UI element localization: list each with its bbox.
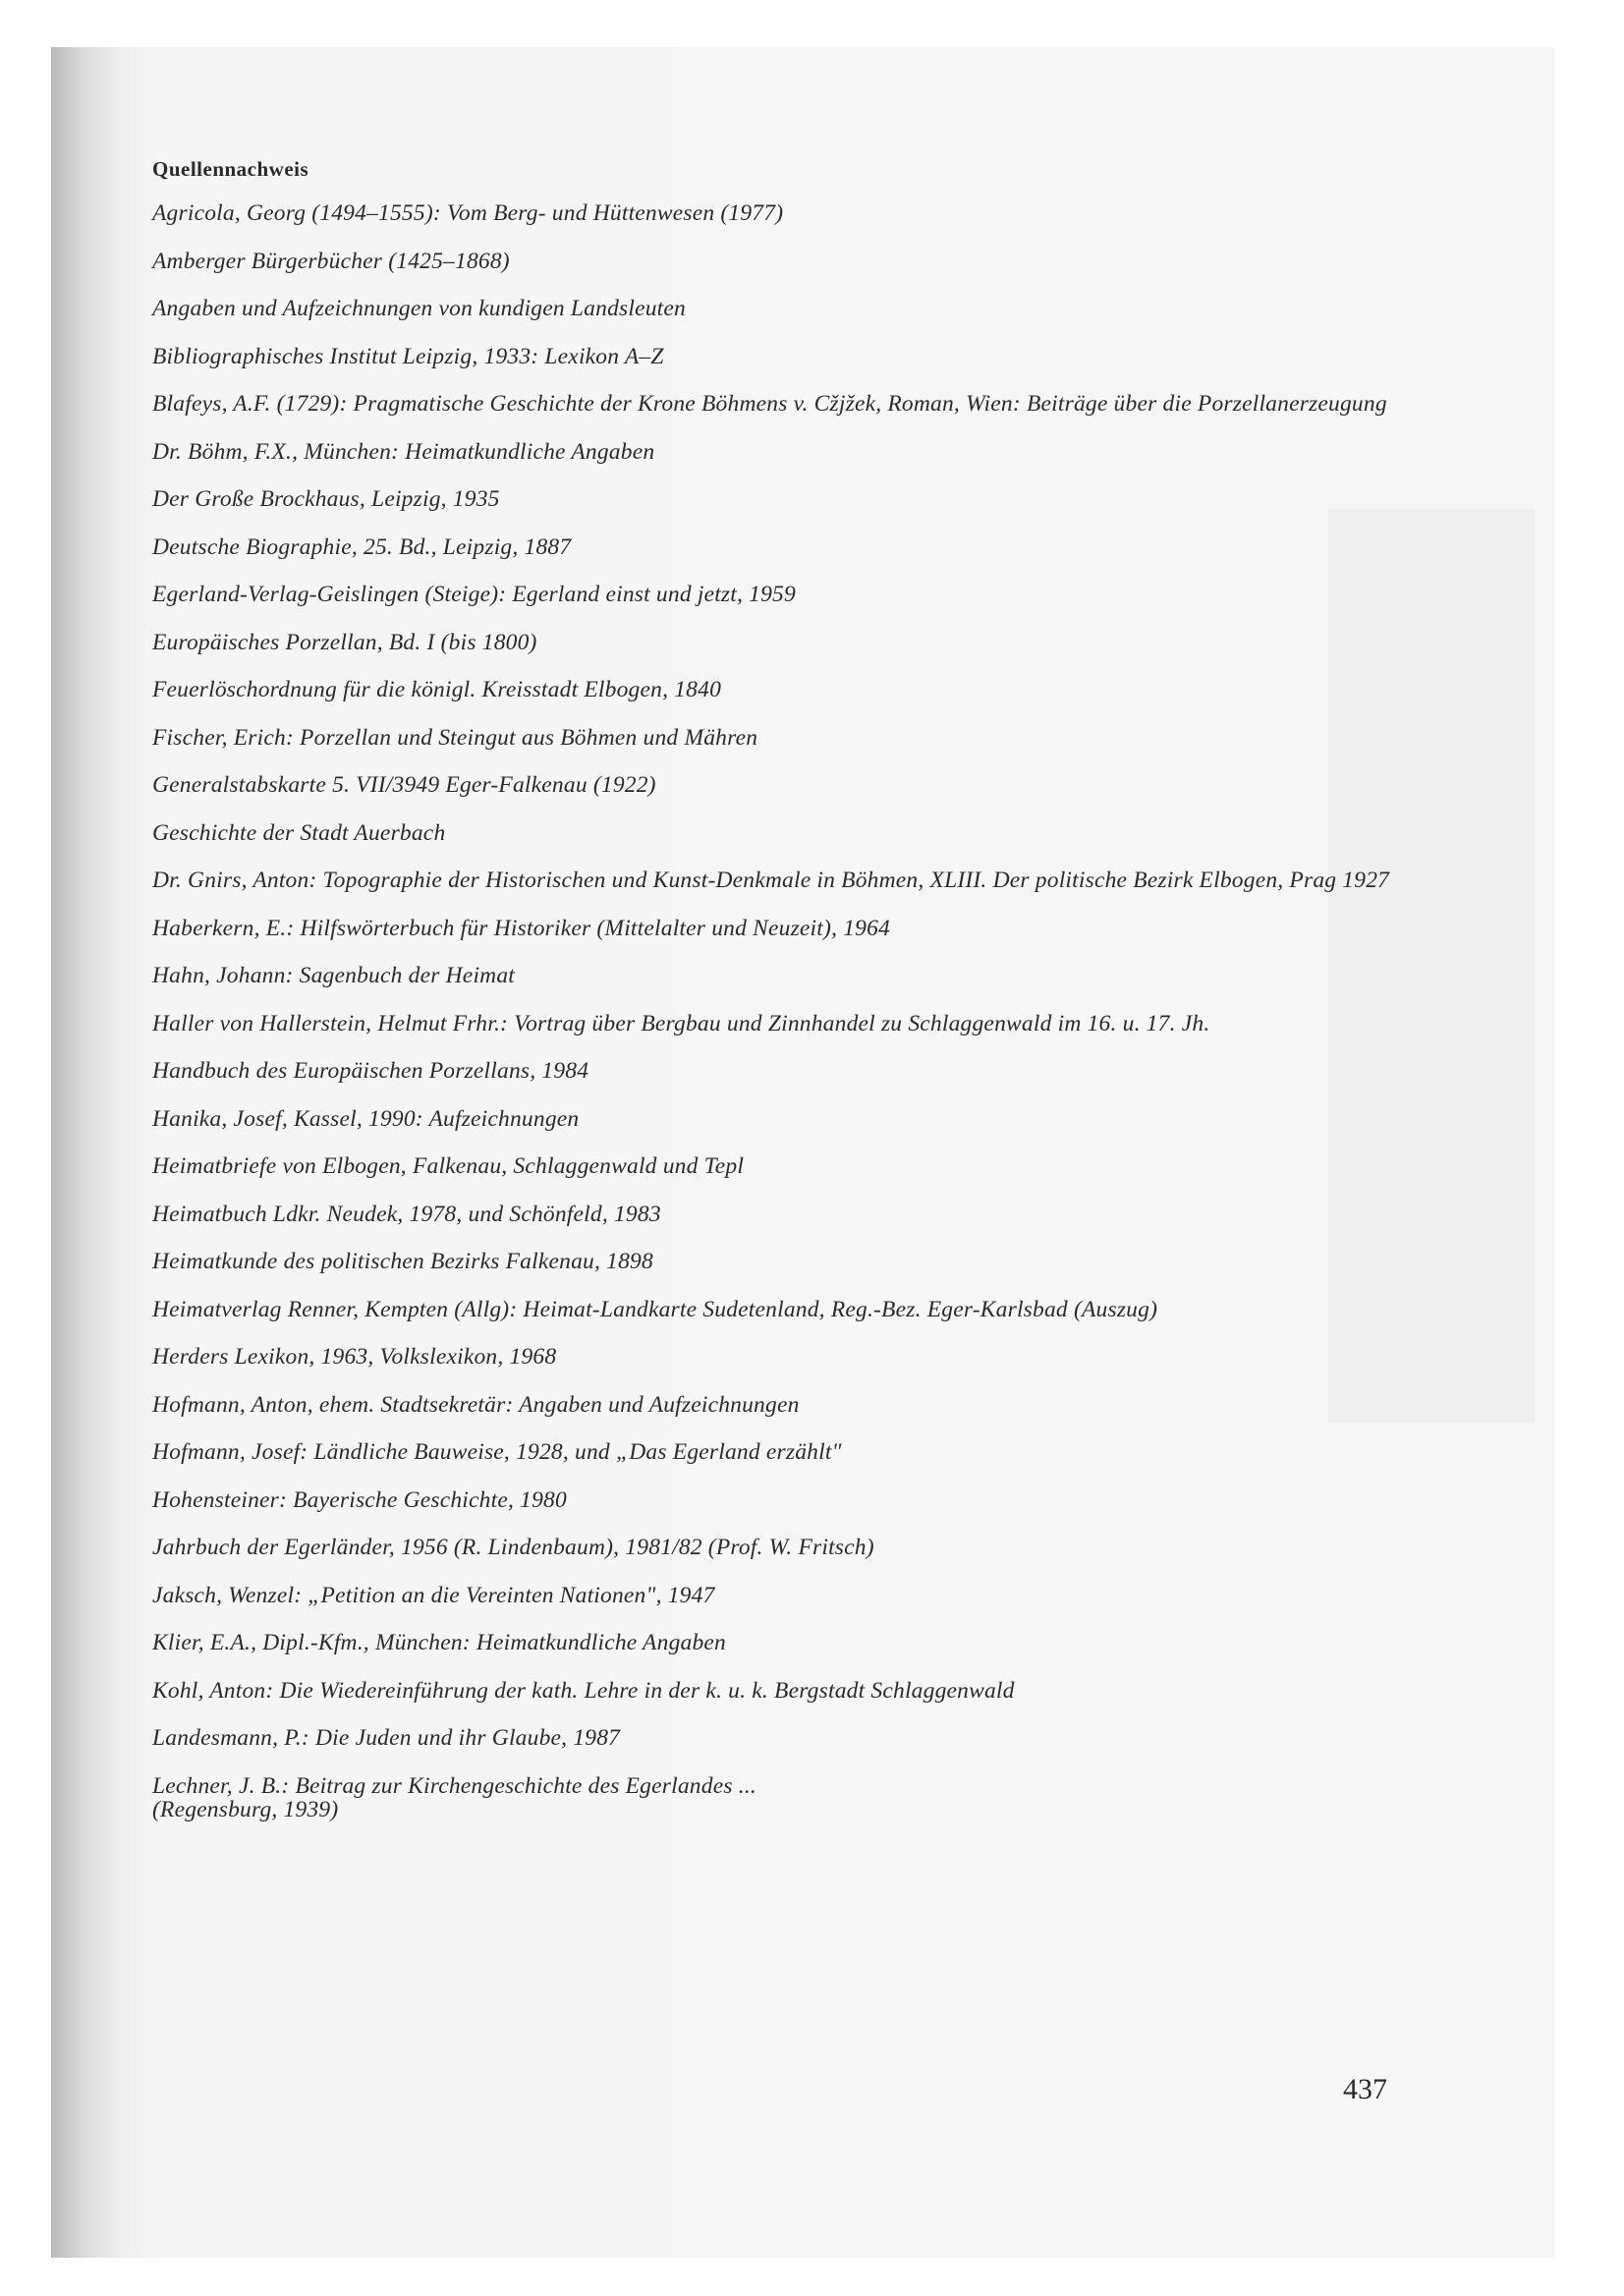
reference-entry: Hohensteiner: Bayerische Geschichte, 1980 [152,1486,567,1513]
reference-entry: Bibliographisches Institut Leipzig, 1933: Lexikon A–Z [152,343,664,369]
reference-entry: Jaksch, Wenzel: „Petition an die Vereinten Nationen", 1947 [152,1582,715,1608]
reference-entry: Der Große Brockhaus, Leipzig, 1935 [152,486,500,512]
page-number: 437 [1343,2073,1387,2105]
reference-entry: Dr. Böhm, F.X., München: Heimatkundliche Angaben [152,438,655,465]
reference-list [152,201,1420,1821]
reference-entry: Europäisches Porzellan, Bd. I (bis 1800) [152,629,537,655]
reference-entry: Hofmann, Anton, ehem. Stadtsekretär: Angaben und Aufzeichnungen [152,1391,800,1418]
reference-entry: Kohl, Anton: Die Wiedereinführung der kath. Lehre in der k. u. k. Bergstadt Schlaggenwald [152,1677,1015,1704]
reference-entry: Angaben und Aufzeichnungen von kundigen Landsleuten [152,296,686,321]
bibliography-section [152,157,1420,1845]
reference-entry: Hanika, Josef, Kassel, 1990: Aufzeichnungen [152,1105,580,1132]
reference-entry: Geschichte der Stadt Auerbach [152,819,446,846]
reference-entry: Feuerlöschordnung für die königl. Kreisstadt Elbogen, 1840 [152,677,722,702]
reference-entry: Deutsche Biographie, 25. Bd., Leipzig, 1887 [152,533,572,560]
reference-entry: Heimatbriefe von Elbogen, Falkenau, Schlaggenwald und Tepl [152,1153,745,1179]
reference-entry: Landesmann, P.: Die Juden und ihr Glaube, 1987 [152,1725,621,1751]
reference-entry: Klier, E.A., Dipl.-Kfm., München: Heimatkundliche Angaben [152,1630,726,1655]
reference-entry: Amberger Bürgerbücher (1425–1868) [152,248,510,274]
reference-entry: Agricola, Georg (1494–1555): Vom Berg- und Hüttenwesen (1977) [152,200,784,226]
reference-entry: Hofmann, Josef: Ländliche Bauweise, 1928, und „Das Egerland erzählt" [152,1439,842,1465]
reference-entry: Egerland-Verlag-Geislingen (Steige): Egerland einst und jetzt, 1959 [152,582,796,607]
reference-entry: Blafeys, A.F. (1729): Pragmatische Geschichte der Krone Böhmens v. Cžjžek, Roman, Wien: Beiträge über die Porzellanerzeugung [152,391,1387,417]
reference-entry: Haller von Hallerstein, Helmut Frhr.: Vortrag über Bergbau und Zinnhandel zu Schlaggenwald im 16. u. 17. Jh. [152,1010,1210,1036]
reference-entry: Heimatkunde des politischen Bezirks Falkenau, 1898 [152,1249,653,1274]
reference-entry: Haberkern, E.: Hilfswörterbuch für Historiker (Mittelalter und Neuzeit), 1964 [152,915,890,941]
reference-entry: Hahn, Johann: Sagenbuch der Heimat [152,963,516,988]
reference-entry: Handbuch des Europäischen Porzellans, 1984 [152,1058,589,1084]
reference-entry: Heimatverlag Renner, Kempten (Allg): Heimat-Landkarte Sudetenland, Reg.-Bez. Eger-Karlsbad (Auszug) [152,1296,1158,1322]
reference-entry: Generalstabskarte 5. VII/3949 Eger-Falkenau (1922) [152,772,656,798]
reference-entry: Jahrbuch der Egerländer, 1956 (R. Lindenbaum), 1981/82 (Prof. W. Fritsch) [152,1535,874,1560]
reference-entry: Lechner, J. B.: Beitrag zur Kirchengeschichte des Egerlandes ... (Regensburg, 1939) [152,1772,756,1822]
reference-entry: Herders Lexikon, 1963, Volkslexikon, 1968 [152,1344,557,1370]
reference-entry: Dr. Gnirs, Anton: Topographie der Historischen und Kunst-Denkmale in Böhmen, XLIII. Der politische Bezirk Elbogen, Prag 1927 [152,868,1390,893]
section-heading: Quellennachweis [152,157,309,181]
reference-entry: Heimatbuch Ldkr. Neudek, 1978, und Schönfeld, 1983 [152,1201,661,1227]
reference-entry: Fischer, Erich: Porzellan und Steingut aus Böhmen und Mähren [152,724,758,751]
